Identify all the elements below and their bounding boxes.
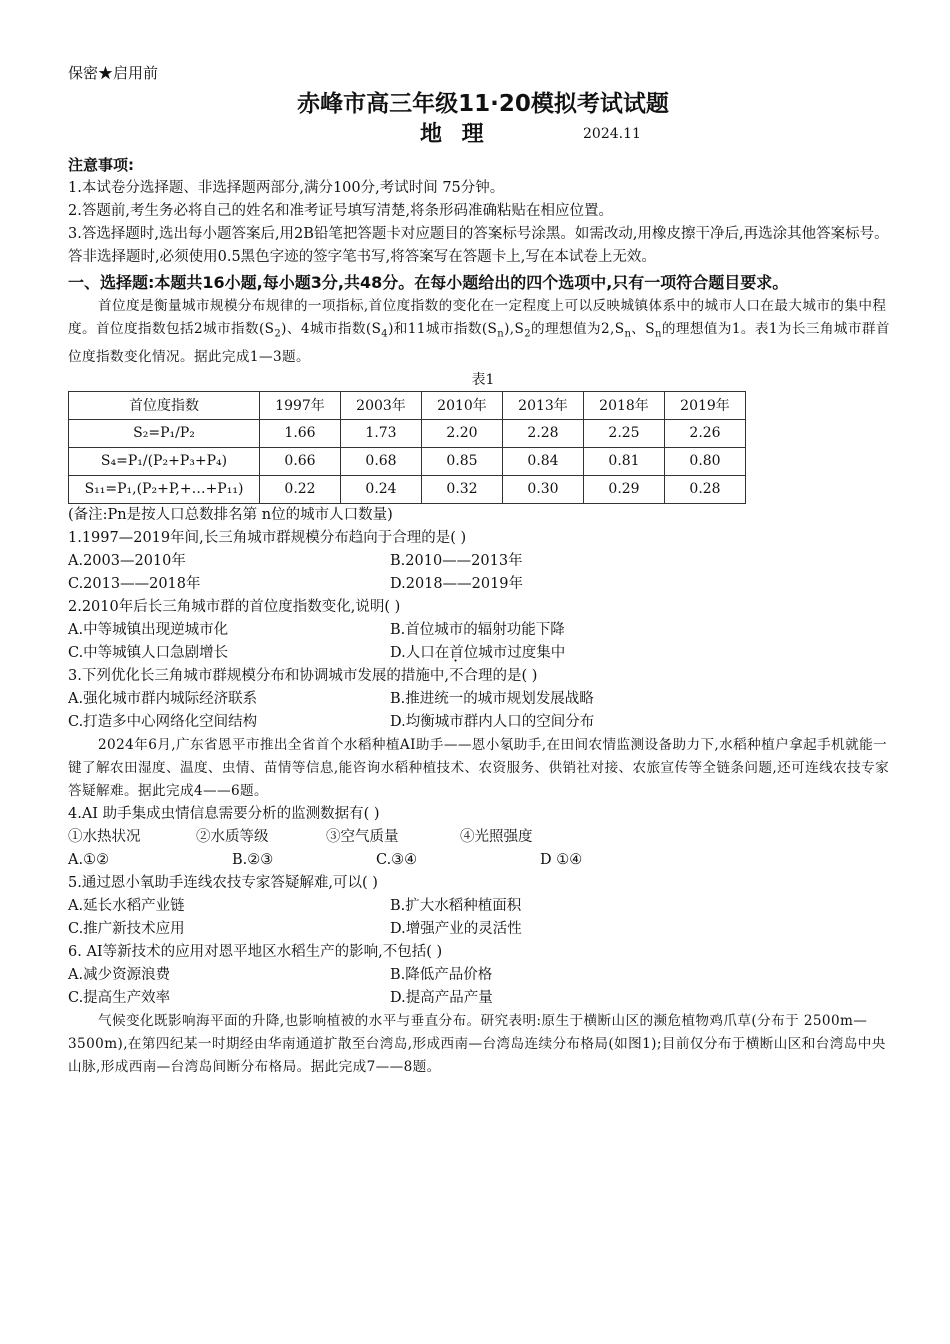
question-6-options-row [68,987,898,1010]
table-cell: 2.26 [665,419,746,447]
question-3-options-row [68,688,898,711]
option-b: B.推进统一的城市规划发展战略 [390,690,594,707]
option-d: D.增强产业的灵活性 [390,920,522,937]
table-cell: 2.25 [584,419,665,447]
option-d: D.均衡城市群内人口的空间分布 [390,713,595,730]
table-cell: 0.68 [341,447,422,475]
option-b: B.2010——2013年 [390,552,523,569]
question-2-stem: 2.2010年后长三角城市群的首位度指数变化,说明( ) [68,598,401,615]
option-a: A.延长水稻产业链 [68,897,185,914]
passage-2: 2024年6月,广东省恩平市推出全省首个水稻种植AI助手——恩小氡助手,在田间农情监测设备助力下,水稻种植户拿起手机就能一键了解农田湿度、温度、虫情、苗情等信息,能咨询水稻种植技术、农资服务、供销社对接、农旅宣传等全链条问题,还可连线农技专家答疑解难。据此完成4——6题。 [68,736,890,799]
question-3-stem: 3.下列优化长三角城市群规模分布和协调城市发展的措施中,不合理的是( ) [68,665,898,688]
table-header-row [69,391,746,419]
question-5-options-row [68,895,898,918]
table-header-cell: 2019年 [665,391,746,419]
table-cell: 0.32 [422,475,503,503]
option-a: A.2003—2010年 [68,552,186,569]
option-b: B.扩大水稻种植面积 [390,897,522,914]
table-cell: 1.66 [260,419,341,447]
table-header-cell: 2003年 [341,391,422,419]
question-1-options-row [68,573,898,596]
option-a: A.中等城镇出现逆城市化 [68,621,229,638]
option-a: A.①② [68,851,110,868]
table-header-cell: 2010年 [422,391,503,419]
question-3-options-row [68,711,898,734]
option-d: D.提高产品产量 [390,989,493,1006]
item-3: ③空气质量 [326,828,399,845]
table-header-cell: 2018年 [584,391,665,419]
item-1: ①水热状况 [68,828,141,845]
confidential-label: 保密★启用前 [68,64,159,82]
option-c: C.打造多中心网络化空间结构 [68,713,258,730]
table-cell: 0.22 [260,475,341,503]
table-cell: 0.24 [341,475,422,503]
table-header-cell: 首位度指数 [69,391,260,419]
subject-name: 地 理 [420,122,490,147]
option-c: C.中等城镇人口急剧增长 [68,644,229,661]
table-cell: 2.28 [503,419,584,447]
question-4-stem: 4.AI 助手集成虫情信息需要分析的监测数据有( ) [68,805,380,822]
question-2-options-row [68,642,898,665]
table-caption: 表1 [471,371,495,388]
table-header-cell: 2013年 [503,391,584,419]
option-c: C.③④ [376,851,418,868]
notice-item-1: 1.本试卷分选择题、非选择题两部分,满分100分,考试时间 75分钟。 [68,180,505,196]
subject-row [68,120,898,154]
option-a: A.强化城市群内城际经济联系 [68,690,258,707]
option-b: B.首位城市的辐射功能下降 [390,621,565,638]
table-row-label: S₂=P₁/P₂ [69,419,260,447]
table-cell: 0.30 [503,475,584,503]
table-cell: 0.84 [503,447,584,475]
table-row-label: S₄=P₁/(P₂+P₃+P₄) [69,447,260,475]
table-row [69,447,746,475]
passage-1: 首位度是衡量城市规模分布规律的一项指标,首位度指数的变化在一定程度上可以反映城镇体系中的城市人口在最大城市的集中程度。首位度指数包括2城市指数$(S_2)$、4城市指数$(S_4)$和11城市指数$(S_n),S_2$的理想值为$2,S_n$、$S_n$的理想值为1。表1为长三角城市群首位度指数变化情况。据此完成1—3题。 [68,298,890,365]
question-4-options-row [68,849,898,872]
option-c: C.提高生产效率 [68,989,171,1006]
notice-heading: 注意事项: [68,156,134,174]
table-row [69,419,746,447]
exam-title: 赤峰市高三年级11·20模拟考试试题 [297,91,669,117]
option-d: D ①④ [540,851,583,868]
table-row [69,475,746,503]
option-c: C.推广新技术应用 [68,920,185,937]
exam-date: 2024.11 [583,126,641,142]
table-cell: 0.81 [584,447,665,475]
table-header-cell: 1997年 [260,391,341,419]
table-cell: 0.80 [665,447,746,475]
question-4-items-row [68,826,898,849]
table-note: (备注:Pn是按人口总数排名第 n位的城市人口数量) [68,506,393,523]
table-cell: 1.73 [341,419,422,447]
question-2-options-row [68,619,898,642]
question-6-stem: 6. AI等新技术的应用对恩平地区水稻生产的影响,不包括( ) [68,943,443,960]
table-cell: 0.85 [422,447,503,475]
passage-3: 气候变化既影响海平面的升降,也影响植被的水平与垂直分布。研究表明:原生于横断山区的濒危植物鸡爪草(分布于 2500m—3500m),在第四纪某一时期经由华南通道扩散至台湾岛,形成西南—台湾岛连续分布格局(如图1);目前仅分布于横断山区和台湾岛中央山脉,形成西南—台湾岛间断分布格局。据此完成7——8题。 [68,1012,886,1075]
question-1-options-row [68,550,898,573]
notice-item-3: 3.答选择题时,选出每小题答案后,用2B铅笔把答题卡对应题目的答案标号涂黑。如需改动,用橡皮擦干净后,再选涂其他答案标号。答非选择题时,必须使用0.5黑色字迹的签字笔书写,将答案写在答题卡上,写在本试卷上无效。 [68,226,889,265]
item-2: ②水质等级 [196,828,269,845]
option-d: D.2018——2019年 [390,575,524,592]
option-b: B.降低产品价格 [390,966,493,983]
section-heading: 一、选择题:本题共16小题,每小题3分,共48分。在每小题给出的四个选项中,只有一项符合题目要求。 [68,273,789,292]
table-cell: 0.28 [665,475,746,503]
notice-item-2: 2.答题前,考生务必将自己的姓名和准考证号填写清楚,将条形码准确粘贴在相应位置。 [68,203,614,219]
question-5-options-row [68,918,898,941]
question-5-stem: 5.通过恩小氧助手连线农技专家答疑解难,可以( ) [68,874,378,891]
table-cell: 2.20 [422,419,503,447]
option-b: B.②③ [232,851,274,868]
question-1-stem: 1.1997—2019年间,长三角城市群规模分布趋向于合理的是( ) [68,529,467,546]
question-6-options-row [68,964,898,987]
option-a: A.减少资源浪费 [68,966,171,983]
emphasis-dot-char: 不 [448,667,464,684]
exam-page [68,62,898,1079]
table-cell: 0.29 [584,475,665,503]
option-d: D.人口在首位城市过度集中 [390,644,566,661]
primacy-index-table [68,391,746,504]
option-c: C.2013——2018年 [68,575,201,592]
table-cell: 0.66 [260,447,341,475]
item-4: ④光照强度 [460,828,533,845]
table-row-label: S₁₁=P₁,(P₂+P,+…+P₁₁) [69,475,260,503]
